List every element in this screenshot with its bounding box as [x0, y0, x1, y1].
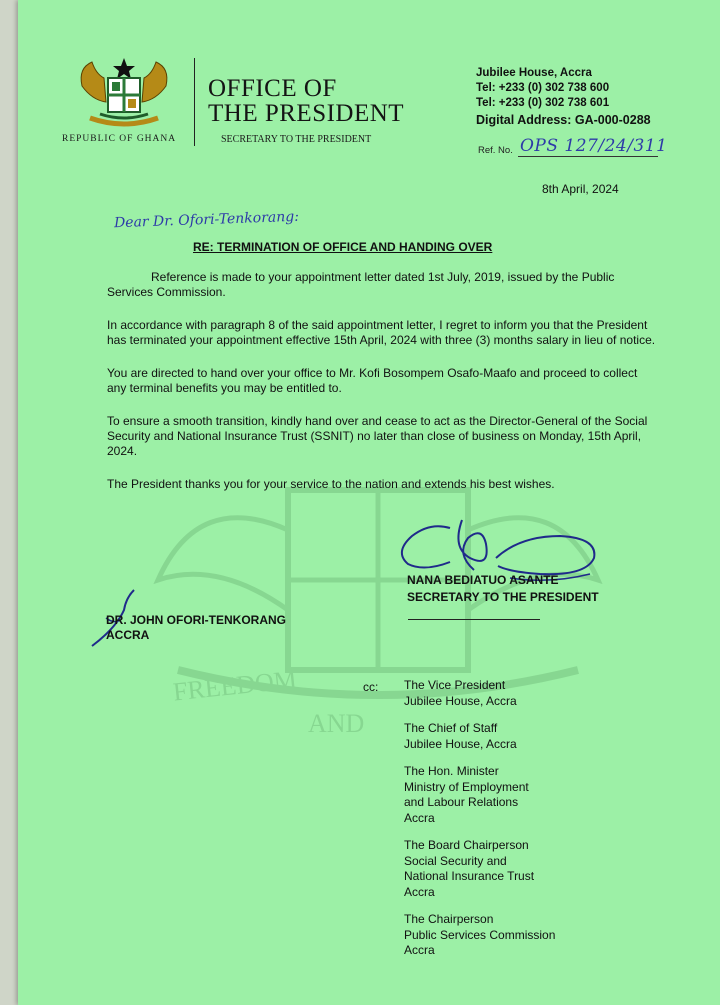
- office-title-line1: OFFICE OF: [208, 75, 337, 102]
- cc-line: The Board Chairperson: [404, 838, 529, 852]
- body-paragraph: To ensure a smooth transition, kindly hand over and cease to act as the Director-General of the Social Security and National Insurance Trust (SSNIT) no later than close of business on Monday, 15th April, 2024.: [107, 414, 648, 458]
- address-line: Jubilee House, Accra: [476, 67, 592, 79]
- recipient-name: DR. JOHN OFORI-TENKORANG: [106, 613, 286, 627]
- cc-label: cc:: [363, 680, 379, 694]
- watermark-word-and: AND: [308, 709, 365, 738]
- signature-underline: [408, 619, 540, 620]
- cc-line: Ministry of Employment: [404, 779, 529, 794]
- cc-line: Accra: [404, 810, 435, 825]
- subject-line: RE: TERMINATION OF OFFICE AND HANDING OVER: [193, 240, 493, 254]
- cc-entry: [404, 678, 555, 709]
- cc-entry: [404, 721, 555, 752]
- ref-number: OPS 127/24/311: [520, 136, 668, 156]
- ref-underline: [518, 156, 658, 157]
- cc-line: The Hon. Minister: [404, 764, 499, 778]
- cc-line: The Vice President: [404, 678, 506, 692]
- office-title-line2: THE PRESIDENT: [208, 100, 405, 127]
- signatory-block: [407, 572, 599, 606]
- watermark-word-freedom: FREEDOM: [171, 664, 299, 707]
- address-line: Tel: +233 (0) 302 738 601: [476, 97, 610, 109]
- cc-line: Social Security and: [404, 853, 507, 868]
- cc-entry: [404, 764, 555, 826]
- body-paragraph: The President thanks you for your service to the nation and extends his best wishes.: [107, 477, 555, 491]
- handwritten-salutation: Dear Dr. Ofori-Tenkorang:: [113, 208, 300, 232]
- body-paragraph: In accordance with paragraph 8 of the said appointment letter, I regret to inform you that the President has terminated your appointment effective 15th April, 2024 with three (3) months salary in lieu of notice.: [107, 318, 656, 347]
- cc-line: and Labour Relations: [404, 795, 519, 809]
- republic-label: REPUBLIC OF GHANA: [62, 134, 177, 144]
- cc-line: Jubilee House, Accra: [404, 736, 517, 751]
- cc-entry: [404, 838, 555, 900]
- address-line: Tel: +233 (0) 302 738 600: [476, 82, 610, 94]
- ref-label: Ref. No.: [478, 145, 513, 156]
- office-title: [208, 76, 404, 126]
- letter-body: [107, 270, 657, 510]
- cc-line: The Chief of Staff: [404, 721, 498, 735]
- signatory-title: SECRETARY TO THE PRESIDENT: [407, 590, 599, 604]
- office-subtitle: SECRETARY TO THE PRESIDENT: [221, 134, 372, 145]
- cc-line: The Chairperson: [404, 912, 494, 926]
- body-paragraph: You are directed to hand over your office to Mr. Kofi Bosompem Osafo-Maafo and proceed to collect any terminal benefits you may be entitled to.: [107, 366, 638, 395]
- cc-line: Accra: [404, 884, 435, 899]
- letter-date: 8th April, 2024: [542, 182, 619, 196]
- contact-address: [476, 66, 651, 128]
- ghana-coat-of-arms-icon: [76, 56, 172, 134]
- digital-address: Digital Address: GA-000-0288: [476, 113, 651, 127]
- cc-line: Jubilee House, Accra: [404, 693, 517, 708]
- cc-entry: [404, 912, 555, 959]
- cc-line: National Insurance Trust: [404, 869, 535, 883]
- recipient-city: ACCRA: [106, 628, 150, 642]
- header-divider: [194, 58, 195, 146]
- cc-line: Public Services Commission: [404, 927, 556, 942]
- body-paragraph: Reference is made to your appointment letter dated 1st July, 2019, issued by the Public Services Commission.: [107, 270, 615, 299]
- recipient-block: [106, 613, 286, 643]
- cc-line: Accra: [404, 943, 435, 957]
- signatory-name: NANA BEDIATUO ASANTE: [407, 573, 559, 587]
- letter-sheet: [18, 0, 720, 1005]
- cc-list: [404, 678, 555, 971]
